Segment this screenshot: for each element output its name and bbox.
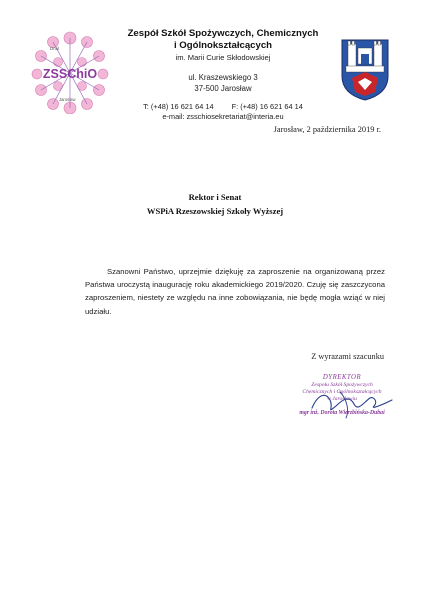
letterhead xyxy=(112,28,334,122)
handwritten-signature xyxy=(300,384,400,424)
city-address: 37-500 Jarosław xyxy=(194,83,252,93)
org-name-line2: i Ogólnokształcących xyxy=(173,40,273,51)
stamp-line3: w Jarosławiu xyxy=(327,396,357,402)
letter-body xyxy=(85,265,385,318)
recipient-line1: Rektor i Senat xyxy=(188,192,242,202)
stamp-line2: Chemicznych i Ogólnokształcących xyxy=(302,389,382,395)
closing-phrase: Z wyrazami szacunku xyxy=(311,352,384,361)
logo-mini-right: Jaroslaw xyxy=(59,97,76,102)
body-paragraph: Szanowni Państwo, uprzejmie dziękuję za zaproszenie na organizowaną przez Państwa uroczystą inaugurację roku akademickiego 2019/2020. Czuję się zaszczycona zaproszeniem, niestety ze względu na inne zobowiązania, nie będę mogła wziąć w niej udziału. xyxy=(85,267,385,316)
school-logo xyxy=(31,30,109,114)
email-address: e-mail: zsschiosekretariat@interia.eu xyxy=(162,112,284,121)
logo-text: ZSSChiO xyxy=(42,67,98,81)
stamp-line1: Zespołu Szkół Spożywczych xyxy=(311,382,373,388)
phone-number: T: (+48) 16 621 64 14 xyxy=(143,102,214,111)
street-address: ul. Kraszewskiego 3 xyxy=(188,73,258,82)
fax-number: F: (+48) 16 621 64 14 xyxy=(231,102,303,111)
org-name-line1: Zespół Szkół Spożywczych, Chemicznych xyxy=(127,28,319,39)
letter-date: Jarosław, 2 października 2019 r. xyxy=(273,125,381,134)
logo-mini-left: Dnal xyxy=(50,46,60,51)
coat-of-arms xyxy=(340,38,390,102)
stamp-name: mgr inż. Dorota Wierzbińska-Dubai xyxy=(299,410,385,416)
recipient-line2: WSPiA Rzeszowskiej Szkoły Wyższej xyxy=(146,206,284,216)
contact-info xyxy=(112,102,334,122)
address xyxy=(112,73,334,94)
stamp-title: DYREKTOR xyxy=(322,374,362,381)
recipient-block xyxy=(120,190,310,218)
school-patron: im. Marii Curie Skłodowskiej xyxy=(175,53,271,62)
